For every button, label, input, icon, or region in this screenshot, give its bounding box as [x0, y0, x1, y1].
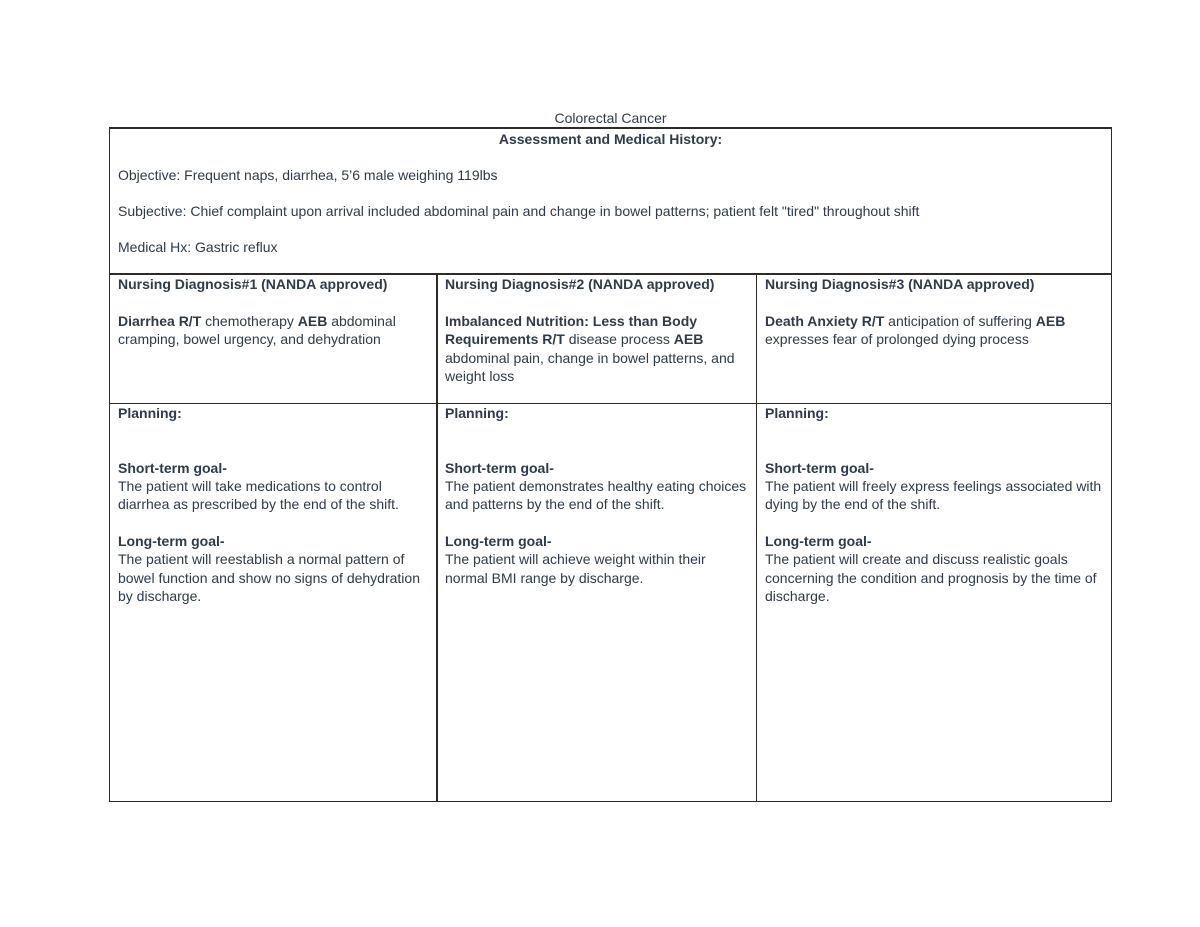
diagnosis-part: expresses fear of prolonged dying process [765, 331, 1029, 348]
diagnosis-statement [118, 312, 429, 349]
medical-history-text: Medical Hx: Gastric reflux [118, 239, 278, 255]
planning-cell-3 [757, 404, 1111, 802]
long-term-goal-text: The patient will create and discuss realistic goals concerning the condition and prognosis by the time of discharge. [765, 551, 1097, 604]
diagnosis-part: AEB [1035, 312, 1066, 329]
long-term-goal-text: The patient will achieve weight within their normal BMI range by discharge. [445, 551, 706, 586]
care-plan-table [109, 127, 1112, 802]
long-term-goal-label: Long-term goal- [765, 533, 872, 550]
diagnosis-cell-1 [110, 275, 437, 404]
diagnosis-part: Diarrhea R/T [118, 312, 202, 329]
subjective-text: Subjective: Chief complaint upon arrival included abdominal pain and change in bowel patterns; patient felt "tired" throughout shift [118, 203, 920, 219]
diagnosis-part: Imbalanced Nutrition: Less than Body Requirements R/T [445, 312, 698, 348]
column-divider [436, 275, 438, 801]
diagnosis-statement [445, 312, 749, 386]
diagnosis-part: chemotherapy [201, 312, 298, 329]
diagnosis-heading: Nursing Diagnosis#2 (NANDA approved) [445, 276, 715, 292]
short-term-goal-label: Short-term goal- [445, 459, 554, 476]
diagnosis-part: Death Anxiety R/T [765, 312, 885, 329]
objective-text: Objective: Frequent naps, diarrhea, 5’6 male weighing 119lbs [118, 167, 498, 183]
planning-heading: Planning: [765, 405, 829, 421]
diagnosis-cell-3 [757, 275, 1111, 404]
diagnosis-statement [765, 312, 1103, 349]
diagnosis-part: AEB [297, 312, 328, 329]
page-title: Colorectal Cancer [554, 110, 667, 126]
diagnosis-heading: Nursing Diagnosis#1 (NANDA approved) [118, 276, 388, 292]
planning-cell-2 [437, 404, 757, 802]
long-term-goal-label: Long-term goal- [445, 533, 552, 550]
planning-heading: Planning: [445, 405, 509, 421]
short-term-goal-label: Short-term goal- [765, 459, 874, 476]
planning-cell-1 [110, 404, 437, 802]
column-divider [756, 275, 757, 801]
diagnosis-part: disease process [564, 331, 674, 348]
diagnosis-cell-2 [437, 275, 757, 404]
long-term-goal-text: The patient will reestablish a normal pattern of bowel function and show no signs of dehydration by discharge. [118, 551, 420, 604]
short-term-goal-text: The patient will freely express feelings associated with dying by the end of the shift. [765, 478, 1102, 513]
diagnosis-part: abdominal pain, change in bowel patterns, and weight loss [445, 349, 735, 384]
diagnosis-part: anticipation of suffering [884, 312, 1036, 329]
assessment-heading: Assessment and Medical History: [498, 131, 723, 147]
short-term-goal-label: Short-term goal- [118, 459, 227, 476]
diagnosis-part: abdominal cramping, bowel urgency, and dehydration [118, 312, 396, 348]
short-term-goal-text: The patient demonstrates healthy eating choices and patterns by the end of the shift. [445, 478, 747, 513]
long-term-goal-label: Long-term goal- [118, 533, 225, 550]
diagnosis-heading: Nursing Diagnosis#3 (NANDA approved) [765, 276, 1035, 292]
assessment-section [110, 129, 1111, 275]
diagnosis-part: AEB [673, 331, 704, 348]
planning-heading: Planning: [118, 405, 182, 421]
short-term-goal-text: The patient will take medications to control diarrhea as prescribed by the end of the shift. [118, 478, 399, 513]
